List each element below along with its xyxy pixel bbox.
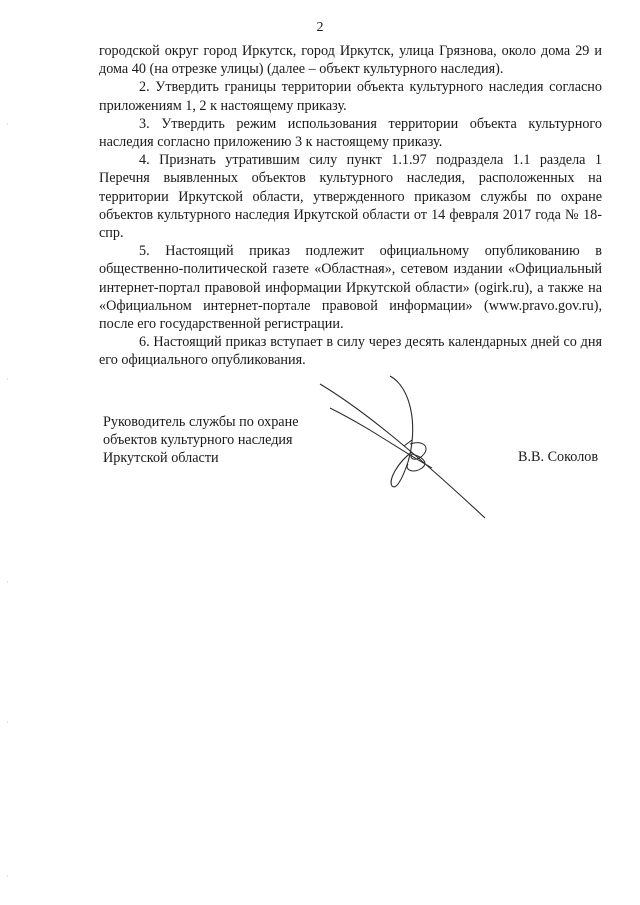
signatory-position-line: объектов культурного наследия (103, 432, 293, 449)
document-body (99, 42, 602, 370)
paragraph-3: 3. Утвердить режим использования территории объекта культурного наследия согласно приложению 3 к настоящему приказу. (99, 115, 602, 151)
paragraph-6: 6. Настоящий приказ вступает в силу через десять календарных дней со дня его официального опубликования. (99, 334, 602, 369)
paragraph-4: 4. Признать утратившим силу пункт 1.1.97 подраздела 1.1 раздела 1 Перечня выявленных объектов культурного наследия, расположенных на территории Иркутской области, утвержденного приказом службы по охране объектов культурного наследия Иркутской области от 14 февраля 2017 года № 18-спр. (99, 152, 602, 242)
page-number: 2 (316, 20, 324, 35)
signatory-position-line: Руководитель службы по охране (103, 414, 299, 430)
paragraph-5: 5. Настоящий приказ подлежит официальному опубликованию в общественно-политической газете «Областная», сетевом издании «Официальный интернет-портал правовой информации Иркутской области» (ogirk.ru), а также на «Официальном интернет-портале правовой информации» (www.pravo.gov.ru), после его государственной регистрации. (99, 243, 602, 333)
paragraph-1-continuation: городской округ город Иркутск, город Иркутск, улица Грязнова, около дома 29 и дома 40 (на отрезке улицы) (далее – объект культурного наследия). (99, 43, 602, 78)
signatory-position-line: Иркутской области (103, 450, 219, 467)
scan-dot: · (6, 375, 9, 384)
handwritten-signature (300, 368, 500, 528)
scan-dot: · (6, 718, 9, 727)
signatory-position (103, 413, 299, 468)
scan-dot: · (6, 872, 9, 881)
scan-dot: · (6, 120, 9, 129)
scan-dot: · (6, 578, 9, 587)
signer-name: В.В. Соколов (518, 449, 599, 465)
paragraph-2: 2. Утвердить границы территории объекта культурного наследия согласно приложениям 1, 2 к настоящему приказу. (99, 79, 602, 114)
